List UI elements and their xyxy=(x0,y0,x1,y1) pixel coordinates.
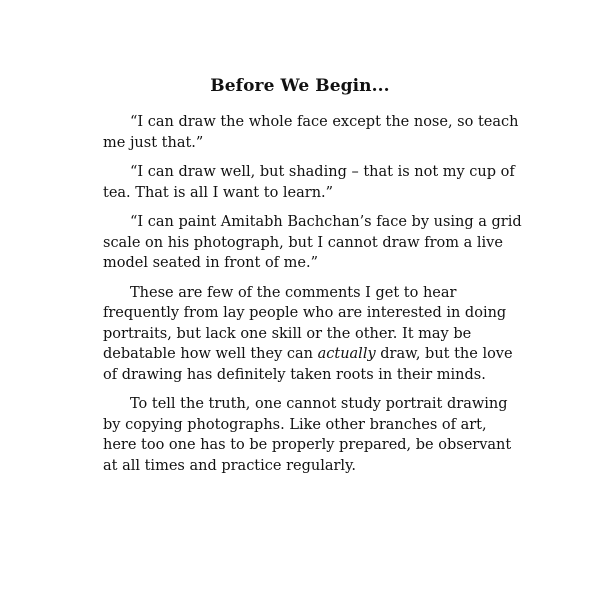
paragraph-2: “I can draw well, but shading – that is not my cup of tea. That is all I want to learn.” xyxy=(103,164,515,201)
page-body xyxy=(103,112,523,485)
paragraph-4-emphasis: actually xyxy=(317,346,376,362)
page-heading: Before We Begin... xyxy=(210,76,390,96)
paragraph-5: To tell the truth, one cannot study portrait drawing by copying photographs. Like other branches of art, here too one has to be properly prepared, be observant at all times and practice regularly. xyxy=(103,396,512,474)
paragraph-4-text-start: These are few of the comments I get to hear frequently from lay people who are interested in doing portraits, but lack one skill or the other. It may be debatable how well they can xyxy=(103,284,507,362)
paragraph-3: “I can paint Amitabh Bachchan’s face by using a grid scale on his photograph, but I cannot draw from a live model seated in front of me.” xyxy=(103,214,522,271)
paragraph-4-text-end: draw, but the love of drawing has definitely taken roots in their minds. xyxy=(103,346,513,383)
paragraph-4 xyxy=(103,283,523,386)
paragraph-1: “I can draw the whole face except the nose, so teach me just that.” xyxy=(103,114,519,151)
